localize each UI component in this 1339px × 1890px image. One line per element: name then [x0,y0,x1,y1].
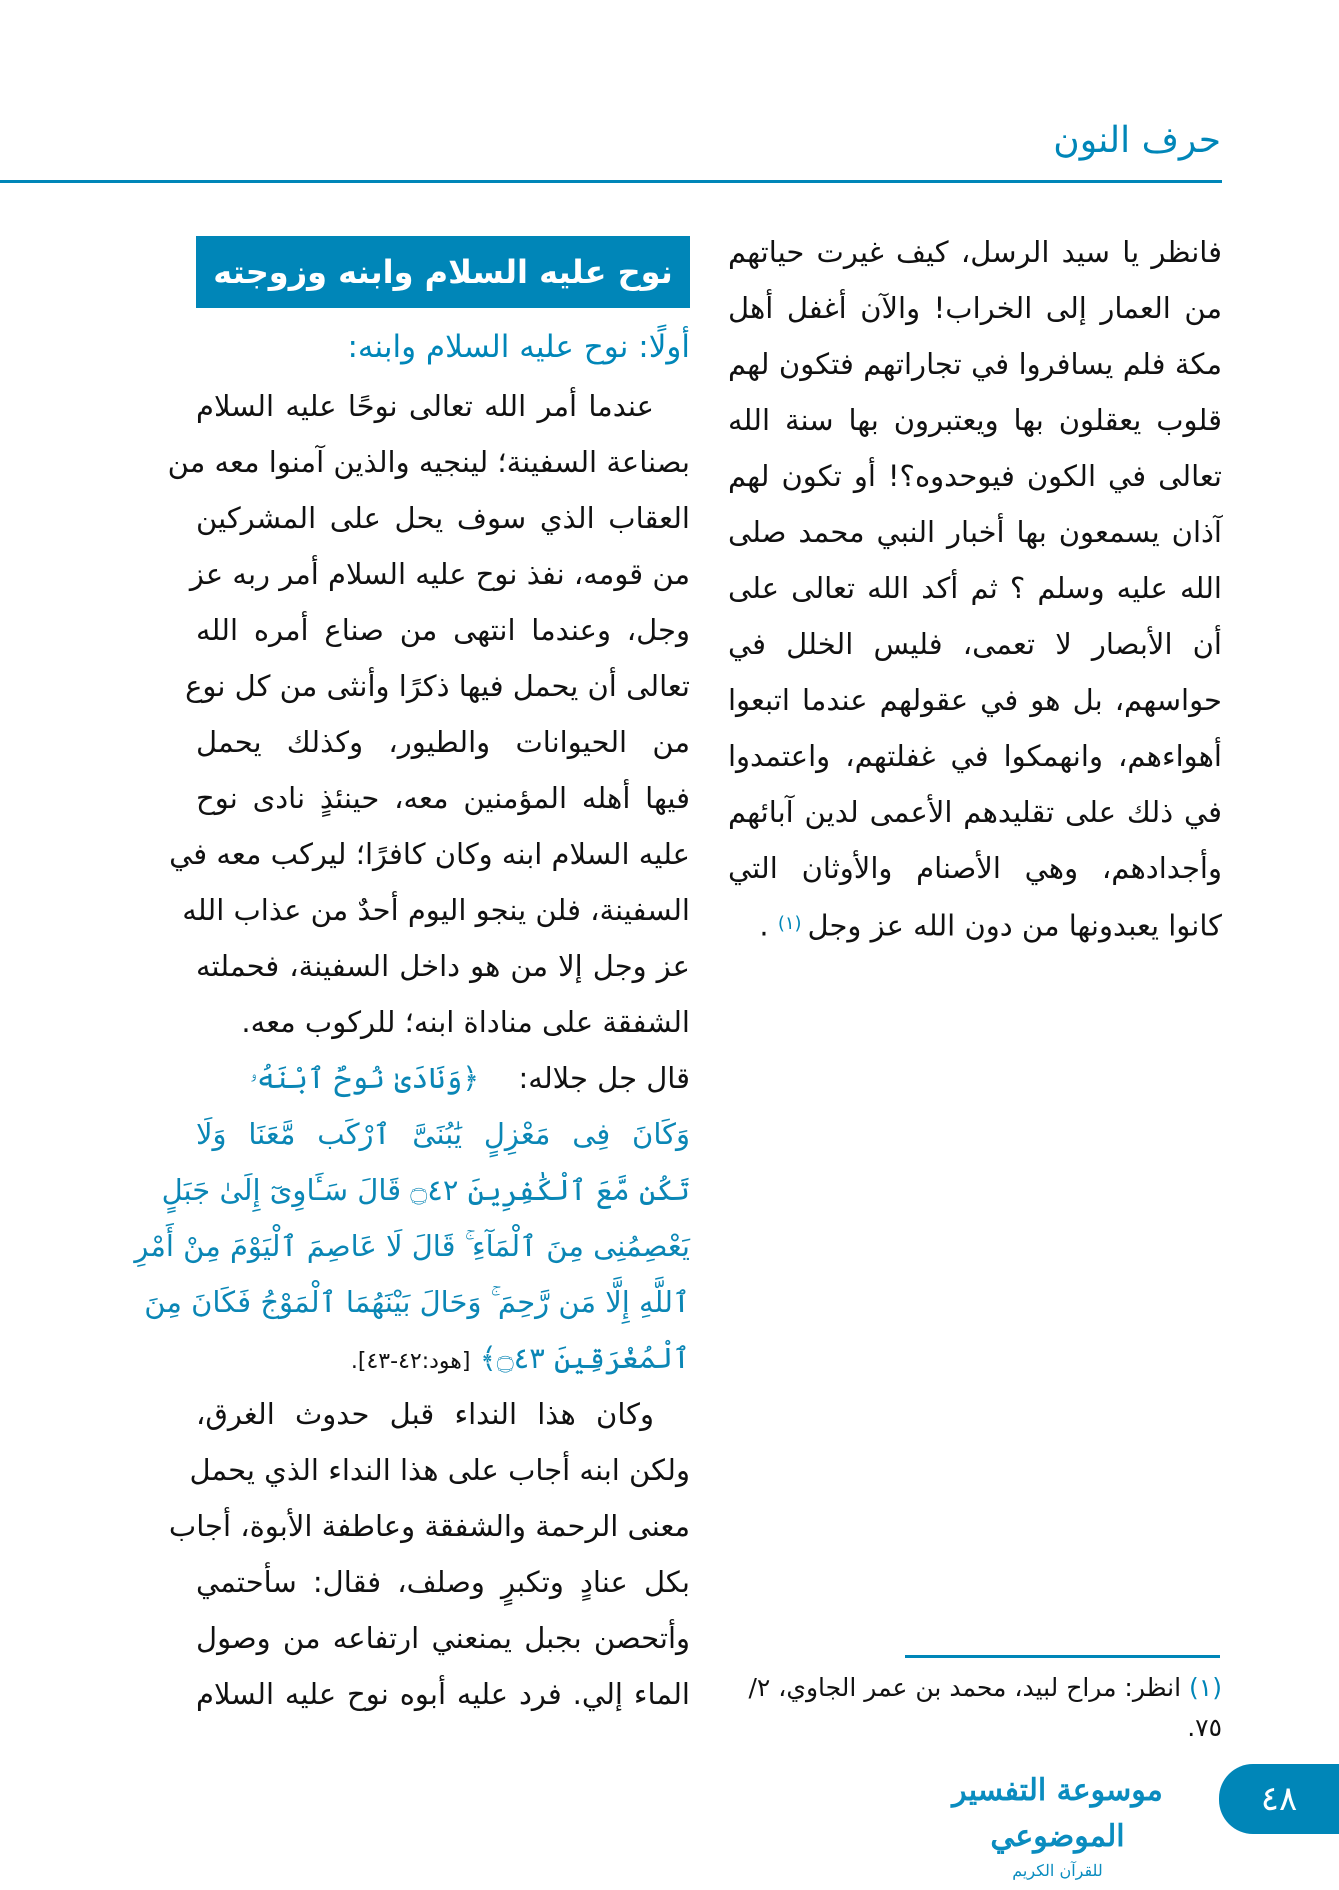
text-line: حواسهم، بل هو في عقولهم عندما اتبعوا [728,683,1222,717]
verse-last-line [196,1330,690,1386]
subheading: أولًا: نوح عليه السلام وابنه: [347,329,690,365]
text-line: مكة فلم يسافروا في تجاراتهم فتكون لهم [728,347,1222,381]
text-line: وأجدادهم، وهي الأصنام والأوثان التي [728,851,1222,885]
page-number: ٤٨ [1219,1764,1339,1834]
text-line: من الحيوانات والطيور، وكذلك يحمل [196,725,690,759]
verse-intro: قال جل جلاله: [518,1061,690,1095]
text-line: تعالى في الكون فيوحدوه؟! أو تكون لهم [728,459,1222,493]
text-line: في ذلك على تقليدهم الأعمى لدين آبائهم [728,795,1222,829]
text-line: فانظر يا سيد الرسل، كيف غيرت حياتهم [728,235,1222,269]
right-column: فانظر يا سيد الرسل، كيف غيرت حياتهم من العمار إلى الخراب! والآن أغفل أهل مكة فلم يسافروا في تجاراتهم فتكون لهم قلوب يعقلون بها ويعتبرون بها سنة الله تعالى في الكون فيوحدوه؟! أو تكون لهم آذان يسمعون بها أخبار النبي محمد صلى الله عليه وسلم ؟ ثم أكد الله تعالى على أن الأبصار لا تعمى، فليس الخلل في حواسهم، بل هو في عقولهم عندما اتبعوا أهواءهم، وانهمكوا في غفلتهم، واعتمدوا في ذلك على تقليدهم الأعمى لدين آبائهم وأجدادهم، وهي الأصنام والأوثان التي كانوا يعبدونها من دون الله عز وجل$^{(١)}$ . [728,224,1222,953]
text-line: من قومه، نفذ نوح عليه السلام أمر ربه عز [189,557,690,591]
text-line: وجل، وعندما انتهى من صناع أمره الله [196,613,690,647]
text-line: بكل عنادٍ وتكبرٍ وصلف، فقال: سأحتمي [196,1565,690,1599]
header-divider [0,180,1222,183]
text-line: السفينة، فلن ينجو اليوم أحدٌ من عذاب الله [182,893,690,927]
encyclopedia-logo [935,1768,1180,1880]
text-line: وأتحصن بجبل يمنعني ارتفاعه من وصول [196,1621,690,1655]
text-line: الماء إلي. فرد عليه أبوه نوح عليه السلام [196,1677,690,1711]
text-line: الله عليه وسلم ؟ ثم أكد الله تعالى على [728,571,1222,605]
footnote-divider [905,1655,1220,1658]
footnote-number: (١) [1189,1673,1222,1702]
verse-intro-line [196,1050,690,1106]
paragraph-1 [167,378,690,1050]
verse-line: ٱلْمُغْرَقِينَ ۝٤٣﴾ [479,1341,690,1375]
text-line: يَعْصِمُنِى مِنَ ٱلْمَآءِ ۚ قَالَ لَا عَاصِمَ ٱلْيَوْمَ مِنْ أَمْرِ [134,1229,690,1263]
text-line: أن الأبصار لا تعمى، فليس الخلل في [728,627,1222,661]
footnote-text: انظر: مراح لبيد، محمد بن عمر الجاوي، ٢/ ٧٥. [748,1673,1222,1742]
text-line: الشفقة على مناداة ابنه؛ للركوب معه. [241,1005,690,1039]
text-line: عندما أمر الله تعالى نوحًا عليه السلام [196,389,654,423]
verse-reference: [هود:٤٢-٤٣]. [350,1349,471,1374]
text-line: تَكُن مَّعَ ٱلْكَٰفِرِينَ ۝٤٢ قَالَ سَـَٔاوِىٓ إِلَىٰ جَبَلٍ [161,1173,690,1207]
paragraph-2 [168,1386,690,1722]
footnote-reference[interactable]: (١) [777,913,802,934]
chapter-title: حرف النون [1053,120,1221,161]
text-line: آذان يسمعون بها أخبار النبي محمد صلى [728,515,1222,549]
text-line-content: كانوا يعبدونها من دون الله عز وجل [807,908,1222,943]
text-line: تعالى أن يحمل فيها ذكرًا وأنثى من كل نوع [185,669,690,703]
verse-line: ﴿وَنَادَىٰ نُوحٌ ٱبْنَهُۥ [249,1061,480,1095]
logo-subtitle: للقرآن الكريم [1012,1861,1103,1880]
section-title: نوح عليه السلام وابنه وزوجته [196,236,690,308]
text-line: قلوب يعقلون بها ويعتبرون بها سنة الله [728,403,1222,437]
text-line: وَكَانَ فِى مَعْزِلٍ يَٰبُنَىَّ ٱرْكَب مَّعَنَا وَلَا [196,1117,690,1151]
verse [134,1106,690,1330]
text-line: ولكن ابنه أجاب على هذا النداء الذي يحمل [189,1453,690,1487]
footnote [728,1668,1222,1748]
text-line: ٱللَّهِ إِلَّا مَن رَّحِمَ ۚ وَحَالَ بَيْنَهُمَا ٱلْمَوْجُ فَكَانَ مِنَ [144,1285,690,1319]
text-line: عز وجل إلا من هو داخل السفينة، فحملته [196,949,690,983]
text-line: فيها أهله المؤمنين معه، حينئذٍ نادى نوح [196,781,690,815]
text-line: وكان هذا النداء قبل حدوث الغرق، [196,1397,654,1431]
text-line: بصناعة السفينة؛ لينجيه والذين آمنوا معه من [167,445,690,479]
text-line: عليه السلام ابنه وكان كافرًا؛ ليركب معه في [169,837,690,871]
logo-title: موسوعة التفسير الموضوعي [952,1773,1163,1854]
text-line: أهواءهم، وانهمكوا في غفلتهم، واعتمدوا [728,739,1222,773]
text-line: معنى الرحمة والشفقة وعاطفة الأبوة، أجاب [168,1509,690,1543]
text-line: من العمار إلى الخراب! والآن أغفل أهل [728,291,1222,325]
left-column [134,236,690,1722]
text-line: العقاب الذي سوف يحل على المشركين [196,501,690,535]
